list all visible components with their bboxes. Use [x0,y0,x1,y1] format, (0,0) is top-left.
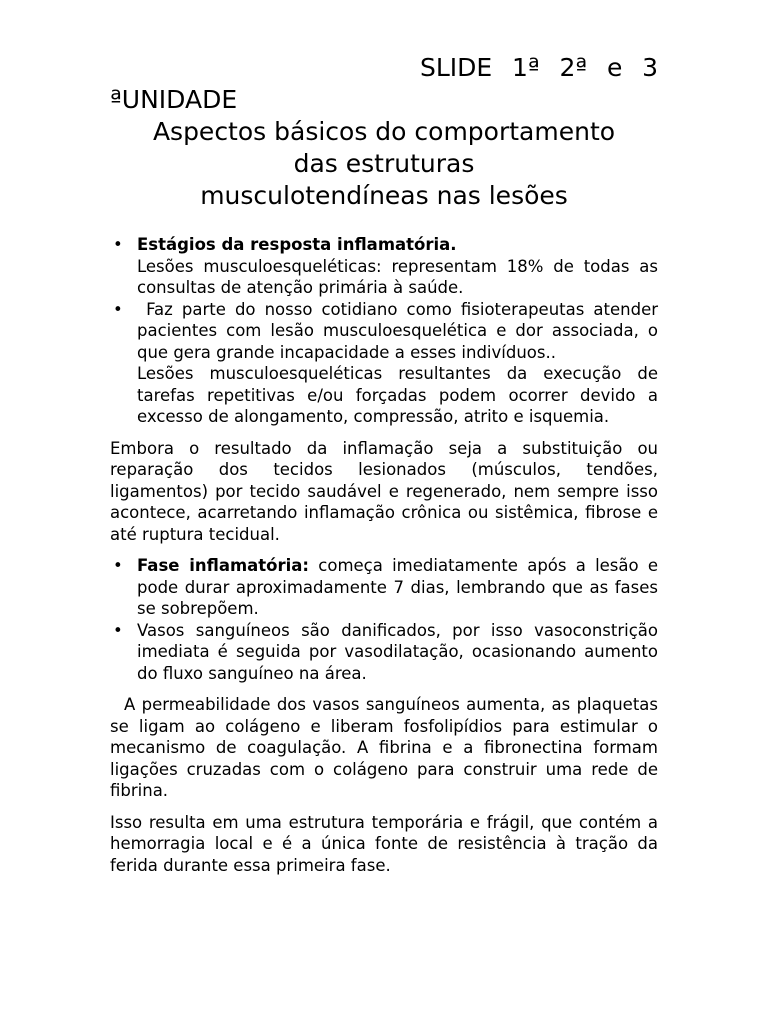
title-line-2: das estruturas [293,149,475,178]
list-item [110,299,664,428]
slide-heading [110,52,658,84]
paragraph-inflammation-result: Embora o resultado da inflamação seja a substituição ou reparação dos tecidos lesionados (músculos, tendões, ligamentos) por tecido saudável e regenerado, nem sempre isso acontece, acarretando inflamação crônica ou sistêmica, fibrose e até ruptura tecidual. [110,438,658,544]
slide-conjunction: e [606,53,623,82]
bullet-list-2 [110,555,664,684]
bullet-continuation: Lesões musculoesqueléticas resultantes da execução de tarefas repetitivas e/ou forçadas podem ocorrer devido a excesso de alongamento, compressão, atrito e isquemia. [137,364,658,426]
list-item [110,555,664,620]
slide-word: SLIDE [420,53,493,82]
bullet-list-1 [110,234,664,428]
bullet-text: Faz parte do nosso cotidiano como fisioterapeutas atender pacientes com lesão musculoesquelética e dor associada, o que gera grande incapacidade a esses indivíduos.. [137,299,664,362]
unit-heading: ªUNIDADE [110,85,238,114]
slide-number-1: 1ª [512,53,540,82]
bullet-heading: Estágios da resposta inflamatória. [137,235,457,254]
title-line-1: Aspectos básicos do comportamento [152,117,616,146]
bullet-text: Lesões musculoesqueléticas: representam 18% de todas as consultas de atenção primária à saúde. [137,256,658,297]
bullet-icon: • [113,620,123,640]
list-item [110,620,658,685]
list-item [110,234,658,299]
bullet-heading: Fase inflamatória: [137,556,310,575]
bullet-icon: • [113,556,123,575]
paragraph-vessel-permeability: A permeabilidade dos vasos sanguíneos aumenta, as plaquetas se ligam ao colágeno e liberam fosfolipídios para estimular o mecanismo de coagulação. A fibrina e a fibronectina formam ligações cruzadas com o colágeno para construir uma rede de fibrina. [110,695,658,800]
section-inflammatory-phase [110,555,664,684]
bullet-text: Vasos sanguíneos são danificados, por isso vasoconstrição imediata é seguida por vasodilatação, ocasionando aumento do fluxo sanguíneo na área. [137,620,658,683]
bullet-icon: • [113,235,123,254]
paragraph-temporary-structure: Isso resulta em uma estrutura temporária e frágil, que contém a hemorragia local e é a única fonte de resistência à tração da ferida durante essa primeira fase. [110,812,658,875]
document-title [110,116,658,212]
slide-number-2: 2ª [559,53,588,82]
bullet-icon: • [113,299,123,319]
slide-number-3: 3 [642,53,659,82]
title-line-3: musculotendíneas nas lesões [200,181,568,210]
section-inflammatory-stages [110,234,664,428]
bullet-text: começa imediatamente após a lesão e pode durar aproximadamente 7 dias, lembrando que as fases se sobrepõem. [137,556,664,618]
document-page [110,52,664,876]
